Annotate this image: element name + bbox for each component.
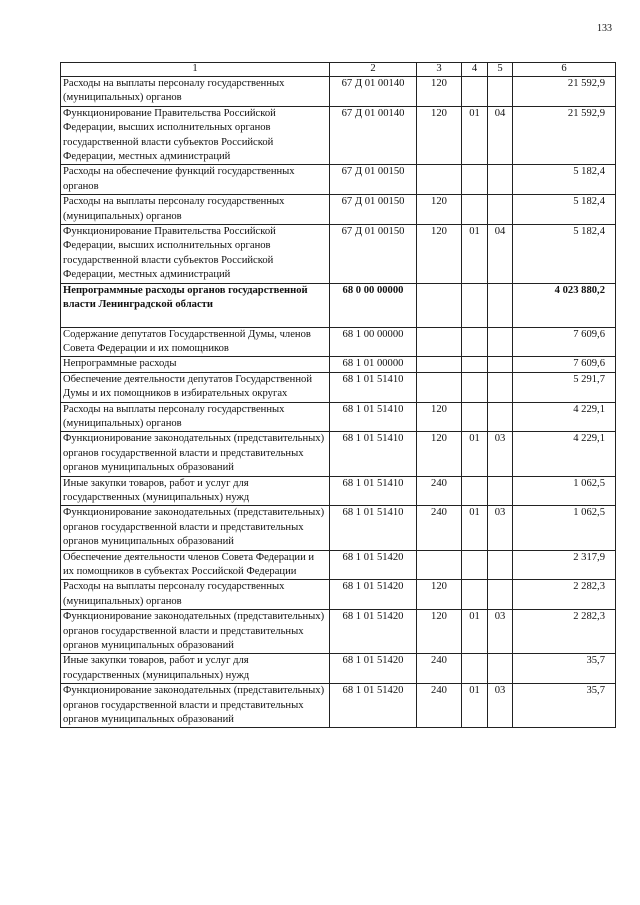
row-amount-cell: 2 317,9: [513, 550, 616, 580]
row-type-cell: 240: [417, 506, 462, 550]
row-type-cell: [417, 550, 462, 580]
row-code-cell: 67 Д 01 00150: [330, 195, 417, 225]
row-section-cell: [462, 165, 488, 195]
row-type-cell: 120: [417, 77, 462, 107]
row-amount-cell: 5 291,7: [513, 372, 616, 402]
row-type-cell: 120: [417, 402, 462, 432]
row-name-cell: Функционирование законодательных (представительных) органов государственной власти и представительных органов муниципальных образований: [61, 432, 330, 476]
row-name-cell: Содержание депутатов Государственной Думы, членов Совета Федерации и их помощников: [61, 327, 330, 357]
row-code-cell: 68 1 01 51420: [330, 654, 417, 684]
table-row: [61, 372, 616, 402]
row-name-cell: Функционирование законодательных (представительных) органов государственной власти и представительных органов муниципальных образований: [61, 610, 330, 654]
row-name-cell: Функционирование законодательных (представительных) органов государственной власти и представительных органов муниципальных образований: [61, 684, 330, 728]
row-amount-cell: 4 229,1: [513, 432, 616, 476]
row-name-cell: Функционирование Правительства Российской Федерации, высших исполнительных органов государственной власти субъектов Российской Федерации, местных администраций: [61, 106, 330, 165]
row-amount-cell: 4 229,1: [513, 402, 616, 432]
row-section-cell: 01: [462, 225, 488, 284]
row-type-cell: [417, 165, 462, 195]
row-section-cell: [462, 580, 488, 610]
row-code-cell: 68 1 01 00000: [330, 357, 417, 372]
row-subsection-cell: [488, 580, 513, 610]
table-row: [61, 550, 616, 580]
table-row: [61, 506, 616, 550]
row-section-cell: 01: [462, 432, 488, 476]
row-type-cell: 120: [417, 432, 462, 476]
row-subsection-cell: [488, 476, 513, 506]
row-subsection-cell: [488, 550, 513, 580]
column-header-3: 3: [417, 63, 462, 77]
row-type-cell: [417, 283, 462, 327]
row-amount-cell: 35,7: [513, 654, 616, 684]
row-section-cell: 01: [462, 106, 488, 165]
row-amount-cell: 5 182,4: [513, 195, 616, 225]
row-section-cell: [462, 402, 488, 432]
row-section-cell: 01: [462, 610, 488, 654]
row-name-cell: Непрограммные расходы органов государственной власти Ленинградской области: [61, 283, 330, 327]
table-row: [61, 432, 616, 476]
row-type-cell: 240: [417, 476, 462, 506]
row-code-cell: 68 1 01 51420: [330, 684, 417, 728]
row-section-cell: [462, 77, 488, 107]
row-type-cell: 120: [417, 106, 462, 165]
row-amount-cell: 2 282,3: [513, 610, 616, 654]
row-amount-cell: 5 182,4: [513, 165, 616, 195]
row-code-cell: 68 1 01 51410: [330, 372, 417, 402]
row-name-cell: Расходы на обеспечение функций государственных органов: [61, 165, 330, 195]
row-type-cell: [417, 327, 462, 357]
row-name-cell: Расходы на выплаты персоналу государственных (муниципальных) органов: [61, 580, 330, 610]
row-subsection-cell: 03: [488, 506, 513, 550]
table-header-row: [61, 63, 616, 77]
column-header-1: 1: [61, 63, 330, 77]
row-amount-cell: 21 592,9: [513, 106, 616, 165]
row-amount-cell: 7 609,6: [513, 357, 616, 372]
row-name-cell: Расходы на выплаты персоналу государственных (муниципальных) органов: [61, 77, 330, 107]
row-type-cell: 240: [417, 684, 462, 728]
column-header-5: 5: [488, 63, 513, 77]
table-row: [61, 283, 616, 327]
row-name-cell: Расходы на выплаты персоналу государственных (муниципальных) органов: [61, 195, 330, 225]
row-type-cell: [417, 357, 462, 372]
row-section-cell: [462, 476, 488, 506]
table-body: [61, 77, 616, 728]
row-subsection-cell: [488, 165, 513, 195]
column-header-4: 4: [462, 63, 488, 77]
row-subsection-cell: 04: [488, 225, 513, 284]
row-section-cell: [462, 357, 488, 372]
row-subsection-cell: [488, 77, 513, 107]
table-row: [61, 684, 616, 728]
row-section-cell: [462, 372, 488, 402]
table-row: [61, 77, 616, 107]
table-row: [61, 165, 616, 195]
row-subsection-cell: 03: [488, 610, 513, 654]
row-subsection-cell: [488, 654, 513, 684]
row-amount-cell: 5 182,4: [513, 225, 616, 284]
row-subsection-cell: [488, 327, 513, 357]
row-type-cell: [417, 372, 462, 402]
table-row: [61, 327, 616, 357]
row-code-cell: 67 Д 01 00140: [330, 106, 417, 165]
row-name-cell: Функционирование Правительства Российской Федерации, высших исполнительных органов государственной власти субъектов Российской Федерации, местных администраций: [61, 225, 330, 284]
row-name-cell: Функционирование законодательных (представительных) органов государственной власти и представительных органов муниципальных образований: [61, 506, 330, 550]
row-code-cell: 68 0 00 00000: [330, 283, 417, 327]
row-subsection-cell: 04: [488, 106, 513, 165]
row-type-cell: 120: [417, 195, 462, 225]
row-amount-cell: 35,7: [513, 684, 616, 728]
row-subsection-cell: [488, 357, 513, 372]
row-section-cell: [462, 283, 488, 327]
row-code-cell: 68 1 01 51420: [330, 580, 417, 610]
row-name-cell: Непрограммные расходы: [61, 357, 330, 372]
row-amount-cell: 1 062,5: [513, 476, 616, 506]
row-code-cell: 68 1 01 51410: [330, 476, 417, 506]
column-header-6: 6: [513, 63, 616, 77]
row-code-cell: 67 Д 01 00150: [330, 165, 417, 195]
row-subsection-cell: [488, 372, 513, 402]
table-row: [61, 195, 616, 225]
table-row: [61, 580, 616, 610]
table-row: [61, 610, 616, 654]
row-code-cell: 68 1 01 51410: [330, 432, 417, 476]
row-subsection-cell: [488, 402, 513, 432]
row-type-cell: 120: [417, 580, 462, 610]
row-amount-cell: 2 282,3: [513, 580, 616, 610]
table-row: [61, 357, 616, 372]
row-section-cell: [462, 654, 488, 684]
row-code-cell: 68 1 01 51410: [330, 506, 417, 550]
table-row: [61, 225, 616, 284]
row-name-cell: Иные закупки товаров, работ и услуг для государственных (муниципальных) нужд: [61, 654, 330, 684]
row-type-cell: 240: [417, 654, 462, 684]
column-header-2: 2: [330, 63, 417, 77]
row-name-cell: Расходы на выплаты персоналу государственных (муниципальных) органов: [61, 402, 330, 432]
row-code-cell: 68 1 01 51420: [330, 610, 417, 654]
page-number: 133: [597, 23, 612, 34]
row-subsection-cell: 03: [488, 432, 513, 476]
row-name-cell: Обеспечение деятельности членов Совета Федерации и их помощников в субъектах Российской Федерации: [61, 550, 330, 580]
row-amount-cell: 1 062,5: [513, 506, 616, 550]
row-subsection-cell: [488, 283, 513, 327]
row-code-cell: 68 1 00 00000: [330, 327, 417, 357]
row-amount-cell: 21 592,9: [513, 77, 616, 107]
row-type-cell: 120: [417, 225, 462, 284]
row-name-cell: Обеспечение деятельности депутатов Государственной Думы и их помощников в избирательных округах: [61, 372, 330, 402]
row-section-cell: [462, 327, 488, 357]
row-code-cell: 67 Д 01 00150: [330, 225, 417, 284]
row-section-cell: 01: [462, 506, 488, 550]
row-section-cell: [462, 195, 488, 225]
table-row: [61, 106, 616, 165]
row-code-cell: 67 Д 01 00140: [330, 77, 417, 107]
row-section-cell: [462, 550, 488, 580]
table-row: [61, 476, 616, 506]
row-code-cell: 68 1 01 51420: [330, 550, 417, 580]
row-name-cell: Иные закупки товаров, работ и услуг для государственных (муниципальных) нужд: [61, 476, 330, 506]
row-subsection-cell: 03: [488, 684, 513, 728]
row-amount-cell: 4 023 880,2: [513, 283, 616, 327]
row-amount-cell: 7 609,6: [513, 327, 616, 357]
row-section-cell: 01: [462, 684, 488, 728]
row-subsection-cell: [488, 195, 513, 225]
budget-table: [60, 62, 616, 728]
row-type-cell: 120: [417, 610, 462, 654]
row-code-cell: 68 1 01 51410: [330, 402, 417, 432]
table-row: [61, 402, 616, 432]
table-row: [61, 654, 616, 684]
